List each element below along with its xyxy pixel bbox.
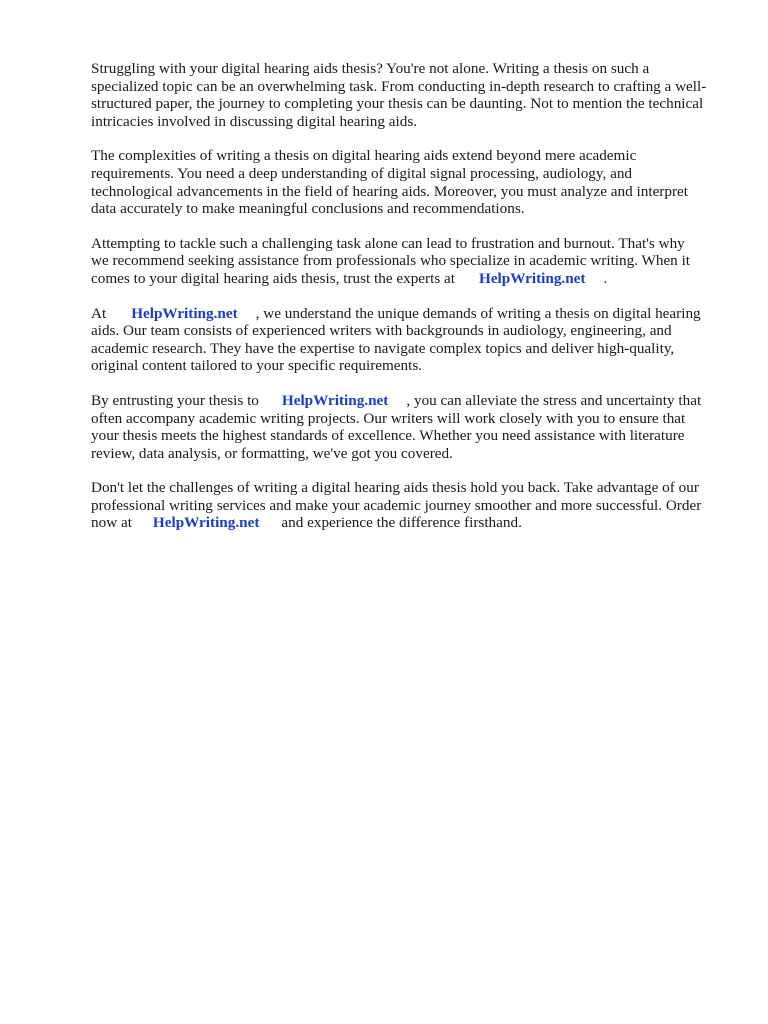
text-line: The complexities of writing a thesis on digital hearing aids extend beyond mere academic xyxy=(91,147,637,165)
text-fragment: and experience the difference firsthand. xyxy=(281,514,522,532)
text-line: academic research. They have the expertise to navigate complex topics and deliver high-quality, xyxy=(91,339,675,357)
text-line: original content tailored to your specific requirements. xyxy=(91,357,423,375)
text-line: aids. Our team consists of experienced writers with backgrounds in audiology, engineering, and xyxy=(91,322,672,340)
text-line: we recommend seeking assistance from professionals who specialize in academic writing. When it xyxy=(91,252,691,270)
text-fragment: By entrusting your thesis to xyxy=(91,391,259,409)
text-line: your thesis meets the highest standards of excellence. Whether you need assistance with literature xyxy=(91,427,685,445)
paragraph-entrusting xyxy=(91,392,727,462)
text-line xyxy=(91,305,727,323)
document-page xyxy=(91,60,727,549)
text-line: structured paper, the journey to completing your thesis can be daunting. Not to mention the technical xyxy=(91,95,704,113)
text-line: data accurately to make meaningful conclusions and recommendations. xyxy=(91,200,525,218)
helpwriting-link[interactable]: HelpWriting.net xyxy=(281,391,389,409)
text-fragment: comes to your digital hearing aids thesis, trust the experts at xyxy=(91,269,455,287)
text-line: often accompany academic writing projects. Our writers will work closely with you to ensure that xyxy=(91,409,686,427)
helpwriting-link[interactable]: HelpWriting.net xyxy=(479,269,586,287)
helpwriting-link[interactable]: HelpWriting.net xyxy=(152,514,260,532)
text-fragment: , we understand the unique demands of writing a thesis on digital hearing xyxy=(255,304,701,322)
helpwriting-link[interactable]: HelpWriting.net xyxy=(131,304,238,322)
text-line: review, data analysis, or formatting, we've got you covered. xyxy=(91,444,453,462)
text-fragment: . xyxy=(603,269,608,287)
text-line xyxy=(91,270,727,288)
text-line xyxy=(91,514,727,532)
paragraph-assistance xyxy=(91,235,727,288)
text-line: Don't let the challenges of writing a digital hearing aids thesis hold you back. Take advantage of our xyxy=(91,479,699,497)
text-fragment: now at xyxy=(91,514,132,532)
text-line: technological advancements in the field of hearing aids. Moreover, you must analyze and interpret xyxy=(91,182,688,200)
text-line: specialized topic can be an overwhelming task. From conducting in-depth research to crafting a well- xyxy=(91,77,707,95)
text-line: Struggling with your digital hearing aids thesis? You're not alone. Writing a thesis on such a xyxy=(91,60,650,77)
paragraph-about xyxy=(91,305,727,375)
paragraph-intro xyxy=(91,60,727,130)
text-fragment: , you can alleviate the stress and uncertainty that xyxy=(406,391,702,409)
text-line: intricacies involved in discussing digital hearing aids. xyxy=(91,112,418,130)
text-fragment: At xyxy=(91,304,107,322)
paragraph-complexities xyxy=(91,147,727,217)
text-line xyxy=(91,392,727,410)
text-line: requirements. You need a deep understanding of digital signal processing, audiology, and xyxy=(91,164,633,182)
paragraph-closing xyxy=(91,479,727,532)
text-line: professional writing services and make your academic journey smoother and more successful. Order xyxy=(91,496,702,514)
text-line: Attempting to tackle such a challenging task alone can lead to frustration and burnout. That's why xyxy=(91,234,685,252)
